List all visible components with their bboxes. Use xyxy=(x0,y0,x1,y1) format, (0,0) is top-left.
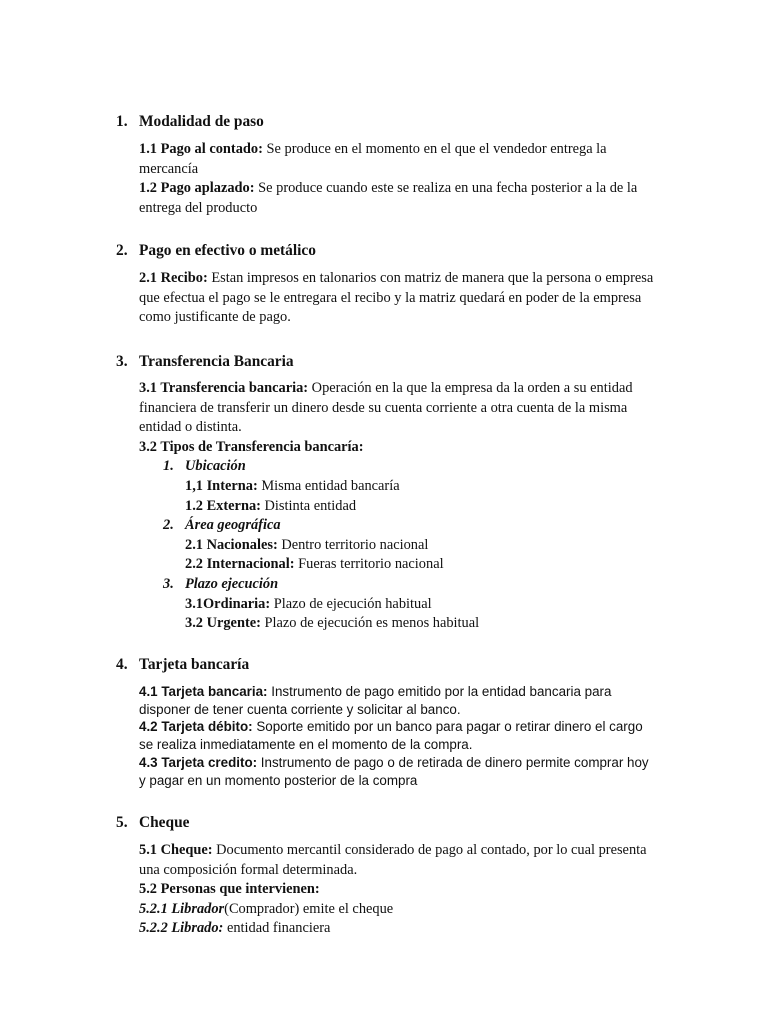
paragraph xyxy=(139,379,669,438)
section-title: Transferencia Bancaria xyxy=(139,353,294,370)
section-body xyxy=(139,683,659,789)
paragraph xyxy=(139,683,659,718)
paragraph xyxy=(139,718,659,753)
section-title: Pago en efectivo o metálico xyxy=(139,242,316,259)
term-label: 4.2 Tarjeta débito: xyxy=(139,719,253,735)
term-text: Operación en la que la empresa da la orden a su entidad financiera de transferir un dinero desde su cuenta corriente a otra cuenta de la misma entidad o distinta. xyxy=(139,380,633,436)
type-heading xyxy=(139,575,669,595)
type-number: 3. xyxy=(163,575,174,592)
type-heading xyxy=(139,457,669,477)
term-text: Misma entidad bancaría xyxy=(257,477,400,494)
term-label: 4.1 Tarjeta bancaria: xyxy=(139,684,268,699)
term-label: 5.2.2 Librado: xyxy=(139,920,224,937)
type-entry xyxy=(139,497,669,517)
section-body xyxy=(139,140,669,218)
term-label: 1,1 Interna: xyxy=(185,477,258,494)
paragraph xyxy=(139,841,669,880)
term-text: Fueras territorio nacional xyxy=(294,556,444,573)
section-number: 5. xyxy=(116,814,128,831)
term-text: Instrumento de pago emitido por la entidad bancaria para disponer de tener cuenta corriente y solicitar al banco. xyxy=(139,684,612,717)
type-number: 1. xyxy=(163,458,174,475)
term-label: 2.2 Internacional: xyxy=(185,556,295,573)
term-text: Instrumento de pago o de retirada de dinero permite comprar hoy y pagar en un momento posterior de la compra xyxy=(139,754,649,788)
type-name: Área geográfica xyxy=(185,517,281,534)
term-label: 3.2 Urgente: xyxy=(185,615,261,632)
type-entry xyxy=(139,595,669,615)
term-text: Documento mercantil considerado de pago al contado, por lo cual presenta una composición formal determinada. xyxy=(139,842,647,878)
term-text: Se produce cuando este se realiza en una fecha posterior a la de la entrega del producto xyxy=(139,180,638,216)
paragraph xyxy=(139,179,669,218)
type-entry xyxy=(139,555,669,575)
person-entry xyxy=(139,900,669,920)
term-label: 4.3 Tarjeta credito: xyxy=(139,754,258,770)
type-entry xyxy=(139,536,669,556)
term-label: 5.1 Cheque: xyxy=(139,842,213,858)
term-text: Se produce en el momento en el que el vendedor entrega la mercancía xyxy=(139,141,607,177)
paragraph xyxy=(139,880,669,900)
section-number: 4. xyxy=(116,656,128,673)
section-heading xyxy=(116,352,294,372)
term-label: 1.1 Pago al contado: xyxy=(139,141,263,157)
term-text: (Comprador) emite el cheque xyxy=(224,900,394,917)
type-heading xyxy=(139,516,669,536)
section-title: Modalidad de paso xyxy=(139,113,264,130)
term-label: 5.2.1 Librador xyxy=(139,900,225,917)
term-label: 3.1Ordinaria: xyxy=(185,595,271,612)
term-label: 3.2 Tipos de Transferencia bancaría: xyxy=(139,438,364,455)
term-label: 5.2 Personas que intervienen: xyxy=(139,881,320,898)
type-name: Plazo ejecución xyxy=(185,575,279,592)
type-entry xyxy=(139,477,669,497)
section-title: Tarjeta bancaría xyxy=(139,656,250,673)
term-text: Estan impresos en talonarios con matriz de manera que la persona o empresa que efectua el pago se le entregara el recibo y la matriz quedará en poder de la empresa como justificante de pago. xyxy=(139,270,654,326)
term-text: Plazo de ejecución es menos habitual xyxy=(260,615,480,632)
section-number: 1. xyxy=(116,113,128,130)
type-number: 2. xyxy=(163,517,174,534)
section-body xyxy=(139,841,669,939)
paragraph xyxy=(139,140,669,179)
section-number: 2. xyxy=(116,242,128,259)
term-label: 2.1 Recibo: xyxy=(139,270,208,286)
section-heading xyxy=(116,813,189,833)
type-name: Ubicación xyxy=(185,458,246,475)
term-label: 1.2 Pago aplazado: xyxy=(139,180,255,197)
paragraph xyxy=(139,754,659,789)
type-entry xyxy=(139,614,669,634)
section-heading xyxy=(116,112,264,132)
section-heading xyxy=(116,241,316,261)
term-label: 1.2 Externa: xyxy=(185,497,261,514)
term-text: Soporte emitido por un banco para pagar o retirar dinero el cargo se realiza inmediatamente en el momento de la compra. xyxy=(139,719,643,753)
section-title: Cheque xyxy=(139,814,190,831)
term-text: Dentro territorio nacional xyxy=(277,536,429,553)
term-text: entidad financiera xyxy=(223,920,331,937)
term-label: 2.1 Nacionales: xyxy=(185,536,278,553)
section-heading xyxy=(116,655,249,675)
term-text: Distinta entidad xyxy=(260,497,357,514)
section-number: 3. xyxy=(116,353,128,370)
person-entry xyxy=(139,919,669,939)
section-body xyxy=(139,269,669,328)
term-text: Plazo de ejecución habitual xyxy=(270,595,432,612)
paragraph xyxy=(139,269,669,328)
section-body xyxy=(139,379,669,634)
term-label: 3.1 Transferencia bancaria: xyxy=(139,380,309,396)
paragraph xyxy=(139,438,669,458)
